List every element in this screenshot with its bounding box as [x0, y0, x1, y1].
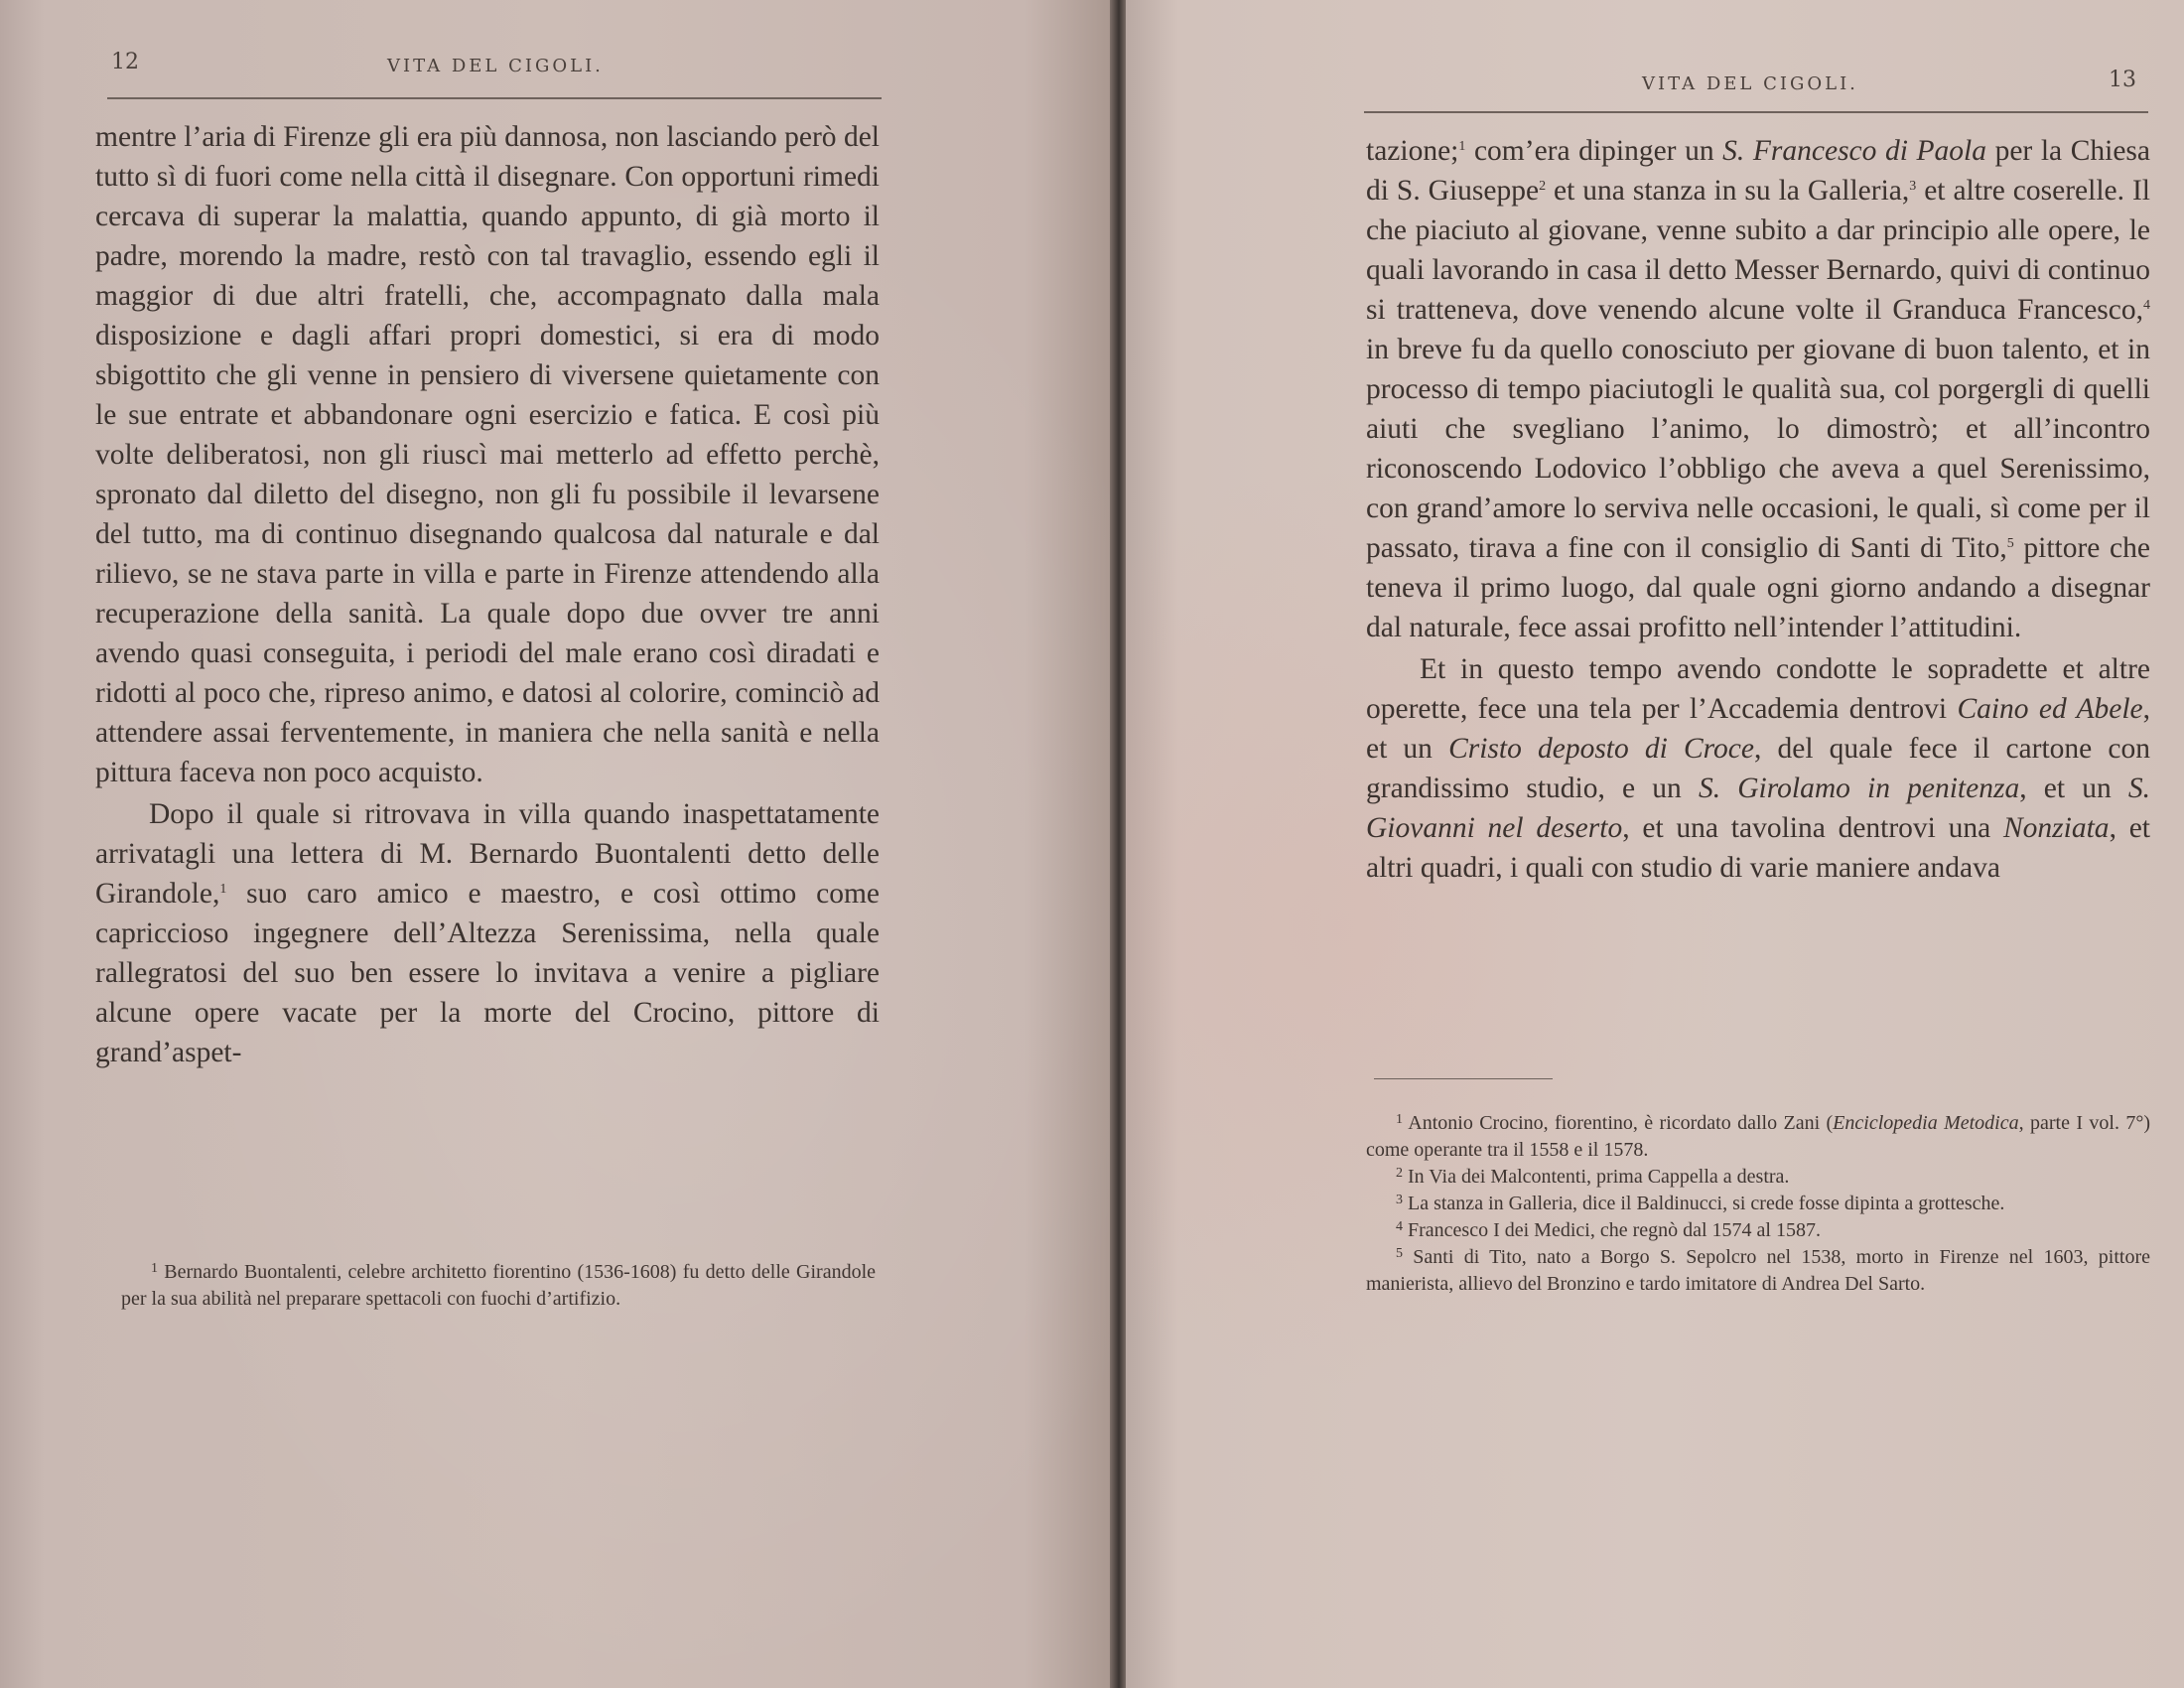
- page-number-left: 12: [111, 50, 139, 74]
- footnote: $^2$ In Via dei Malcontenti, prima Cappella a destra.: [1396, 1166, 1790, 1188]
- paragraph: mentre l’aria di Firenze gli era più dannosa, non lasciando però del tutto sì di fuori come nella città il disegnare. Con opportuni rimedi cercava di superar la malattia, quando appunto, di già morto il padre, morendo la madre, restò con tal travaglio, essendo egli il maggior di due altri fratelli, che, accompagnato dalla mala disposizione e dagli affari propri domestici, si era di modo sbigottito che gli venne in pensiero di viversene quietamente con le sue entrate et abbandonare ogni esercizio e fatica. E così più volte deliberatosi, non gli riuscì mai metterlo ad effetto perchè, spronato dal diletto del disegno, non gli fu possibile il levarsene del tutto, ma di continuo disegnando qualcosa dal naturale e dal rilievo, se ne stava parte in villa e parte in Firenze attendendo alla recuperazione della sanità. La quale dopo due ovver tre anni avendo quasi conseguita, i periodi del male erano così diradati e ridotti al poco che, ripreso animo, e datosi al colorire, cominciò ad attendere assai ferventemente, in maniera che nella sanità e nella pittura faceva non poco acquisto.: [95, 121, 880, 788]
- footnote: $^1$ Bernardo Buontalenti, celebre architetto fiorentino (1536-1608) fu detto delle Girandole per la sua abilità nel preparare spettacoli con fuochi d’artifizio.: [121, 1261, 877, 1310]
- footnote: $^3$ La stanza in Galleria, dice il Baldinucci, si crede fosse dipinta a grottesche.: [1396, 1193, 2005, 1214]
- footnote-marker: 2: [1539, 179, 1547, 194]
- paragraph: Dopo il quale si ritrovava in villa quando inaspettatamente arrivatagli una lettera di M. Bernardo Buontalenti detto delle Girandole,$^1$ suo caro amico e maestro, e così ottimo come capriccioso ingegnere dell’Altezza Serenissima, nella quale rallegratosi del suo ben essere lo invitava a venire a pigliare alcune opere vacate per la morte del Crocino, pittore di grand’aspet-: [95, 798, 880, 1068]
- header-rule-left: [107, 97, 882, 99]
- right-body-text: [1366, 131, 2150, 888]
- footnote-marker: 1: [1458, 139, 1466, 154]
- footnote-marker: 4: [2143, 298, 2150, 313]
- running-head-left: VITA DEL CIGOLI.: [387, 56, 604, 76]
- footnote-separator: [1374, 1078, 1553, 1079]
- footnote-marker: 1: [219, 882, 227, 897]
- right-page: [1126, 0, 2184, 1688]
- paragraph: tazione;$^1$ com’era dipinger un S. Francesco di Paola per la Chiesa di S. Giuseppe$^2$ et una stanza in su la Galleria,$^3$ et altre coserelle. Il che piaciuto al giovane, venne subito a dar principio alle opere, le quali lavorando in casa il detto Messer Bernardo, quivi di continuo si tratteneva, dove venendo alcune volte il Granduca Francesco,$^4$ in breve fu da quello conosciuto per giovane di buon talento, et in processo di tempo piaciutogli le qualità sua, col porgergli di quelli aiuti che svegliano l’animo, lo dimostrò; et all’incontro riconoscendo Lodovico l’obbligo che aveva a quel Serenissimo, con grand’amore lo serviva nelle occasioni, le quali, sì come per il passato, tirava a fine con il consiglio di Santi di Tito,$^5$ pittore che teneva il primo luogo, dal quale ogni giorno andando a disegnar dal naturale, fece assai profitto nell’intender l’attitudini.: [1366, 135, 2150, 643]
- page-number-right: 13: [2109, 68, 2136, 92]
- left-body-text: [95, 117, 880, 1072]
- left-footnotes: [121, 1259, 876, 1313]
- header-rule-right: [1364, 111, 2148, 113]
- footnote: $^5$ Santi di Tito, nato a Borgo S. Sepolcro nel 1538, morto in Firenze nel 1603, pittore manierista, allievo del Bronzino e tardo imitatore di Andrea Del Sarto.: [1366, 1246, 2151, 1295]
- paragraph: Et in questo tempo avendo condotte le sopradette et altre operette, fece una tela per l’Accademia dentrovi Caino ed Abele, et un Cristo deposto di Croce, del quale fece il cartone con grandissimo studio, e un S. Girolamo in penitenza, et un S. Giovanni nel deserto, et una tavolina dentrovi una Nonziata, et altri quadri, i quali con studio di varie maniere andava: [1366, 653, 2151, 884]
- footnote-marker: 3: [1909, 179, 1917, 194]
- footnote-marker: 5: [2006, 536, 2014, 551]
- right-footnotes: [1366, 1110, 2150, 1298]
- footnote: $^1$ Antonio Crocino, fiorentino, è ricordato dallo Zani (Enciclopedia Metodica, parte I vol. 7°) come operante tra il 1558 e il 1578.: [1366, 1112, 2150, 1161]
- footnote: $^4$ Francesco I dei Medici, che regnò dal 1574 al 1587.: [1396, 1219, 1821, 1241]
- running-head-right: VITA DEL CIGOLI.: [1642, 73, 1858, 94]
